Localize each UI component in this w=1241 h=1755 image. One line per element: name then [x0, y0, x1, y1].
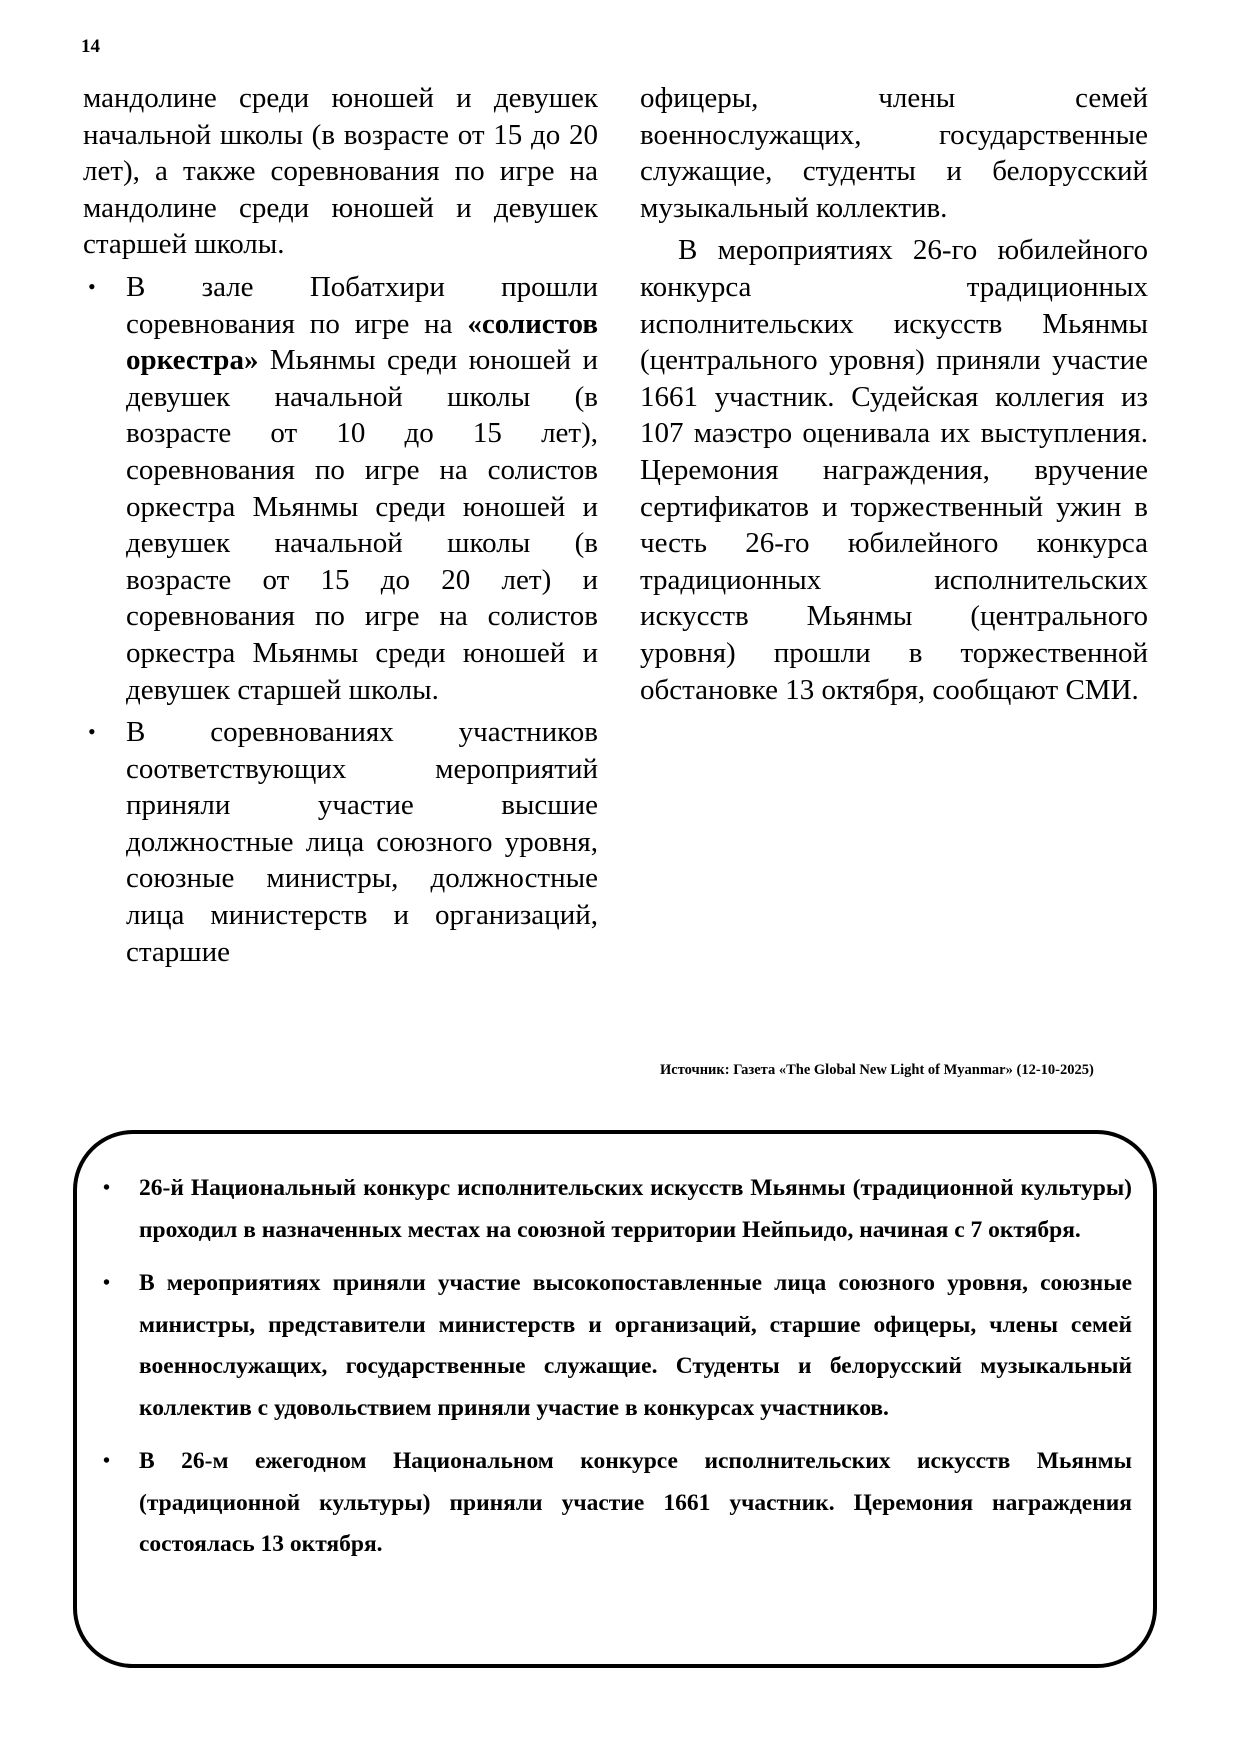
bullet-icon: • — [103, 1177, 111, 1199]
bullet-icon: • — [103, 1450, 111, 1472]
list-item — [83, 269, 598, 708]
bullet-icon: • — [88, 273, 96, 299]
bullet-icon: • — [88, 719, 96, 745]
source-citation: Источник: Газета «The Global New Light of Myanmar» (12-10-2025) — [660, 1062, 1094, 1078]
summary-item-text: В 26-м ежегодном Национальном конкурсе исполнительских искусств Мьянмы (традиционной культуры) приняли участие 1661 участник. Церемония награждения состоялась 13 октября. — [139, 1448, 1132, 1557]
list-item — [83, 714, 598, 970]
bullet-text: В соревнованиях участников соответствующих мероприятий приняли участие высшие должностные лица союзного уровня, союзные министры, должностные лица министерств и организаций, старшие — [126, 716, 598, 968]
page-number: 14 — [81, 36, 100, 57]
bullet-icon: • — [103, 1272, 111, 1294]
right-continuation-paragraph: офицеры, члены семей военнослужащих, государственные служащие, студенты и белорусский музыкальный коллектив. — [640, 82, 1148, 224]
bullet-text-suffix: Мьянмы среди юношей и девушек начальной школы (в возрасте от 10 до 15 лет), соревнования по игре на солистов оркестра Мьянмы среди юношей и девушек начальной школы (в возрасте от 15 до 20 лет) и соревнования по игре на солистов оркестра Мьянмы среди юношей и девушек старшей школы. — [126, 344, 598, 706]
summary-item — [103, 1263, 1132, 1429]
bullet-text-prefix: В зале Побатхири прошли соревнования по игре на — [126, 270, 598, 340]
right-column — [640, 80, 1148, 708]
summary-item-text: В мероприятиях приняли участие высокопоставленные лица союзного уровня, союзные министры, представители министерств и организаций, старшие офицеры, члены семей военнослужащих, государственные служащие. Студенты и белорусский музыкальный коллектив с удовольствием приняли участие в конкурсах участников. — [139, 1270, 1132, 1421]
left-bullet-list — [83, 269, 598, 970]
right-main-paragraph: В мероприятиях 26-го юбилейного конкурса традиционных исполнительских искусств Мьянмы (центрального уровня) приняли участие 1661 участник. Судейская коллегия из 107 маэстро оценивала их выступления. Церемония награждения, вручение сертификатов и торжественный ужин в честь 26-го юбилейного конкурса традиционных исполнительских искусств Мьянмы (центрального уровня) прошли в торжественной обстановке 13 октября, сообщают СМИ. — [640, 234, 1148, 706]
summary-bullet-list — [103, 1168, 1132, 1578]
left-continuation-paragraph: мандолине среди юношей и девушек начальной школы (в возрасте от 15 до 20 лет), а также соревнования по игре на мандолине среди юношей и девушек старшей школы. — [83, 82, 598, 261]
summary-box — [73, 1130, 1157, 1668]
left-column — [83, 80, 598, 970]
bullet-text-bold: «солистов оркестра» — [126, 307, 598, 377]
summary-item — [103, 1441, 1132, 1566]
summary-item-text: 26-й Национальный конкурс исполнительских искусств Мьянмы (традиционной культуры) проходил в назначенных местах на союзной территории Нейпьидо, начиная с 7 октября. — [139, 1175, 1132, 1243]
summary-item — [103, 1168, 1132, 1251]
